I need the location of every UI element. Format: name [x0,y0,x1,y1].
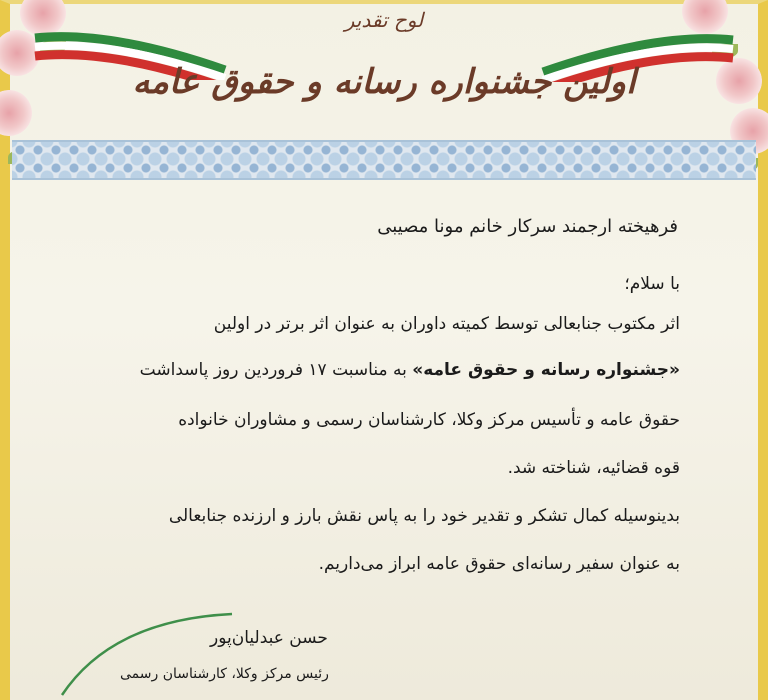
paragraph-line: اثر مکتوب جنابعالی توسط کمیته داوران به عنوان اثر برتر در اولین [213,314,680,334]
decorative-pattern-band [12,140,756,180]
paragraph-line-rest: به مناسبت ۱۷ فروردین روز پاسداشت [139,360,413,380]
signature-flourish-icon [52,610,242,700]
festival-name-bold: «جشنواره رسانه و حقوق عامه» [412,360,680,380]
paragraph-line: بدینوسیله کمال تشکر و تقدیر خود را به پاس نقش بارز و ارزنده جنابعالی [168,506,680,526]
signer-name: حسن عبدلیان‌پور [210,628,328,648]
festival-title: اولین جشنواره رسانه و حقوق عامه [132,62,636,102]
paragraph-line: قوه قضائیه، شناخته شد. [507,458,680,478]
greeting: با سلام؛ [624,274,680,294]
certificate-label: لوح تقدیر [344,8,424,32]
recipient-line: فرهیخته ارجمند سرکار خانم مونا مصیبی [377,216,678,237]
paragraph-line [60,360,680,380]
paragraph-line: حقوق عامه و تأسیس مرکز وکلا، کارشناسان رسمی و مشاوران خانواده [178,410,680,430]
paragraph-line: به عنوان سفیر رسانه‌ای حقوق عامه ابراز می‌داریم. [318,554,680,574]
signer-role: رئیس مرکز وکلا، کارشناسان رسمی [120,666,329,682]
